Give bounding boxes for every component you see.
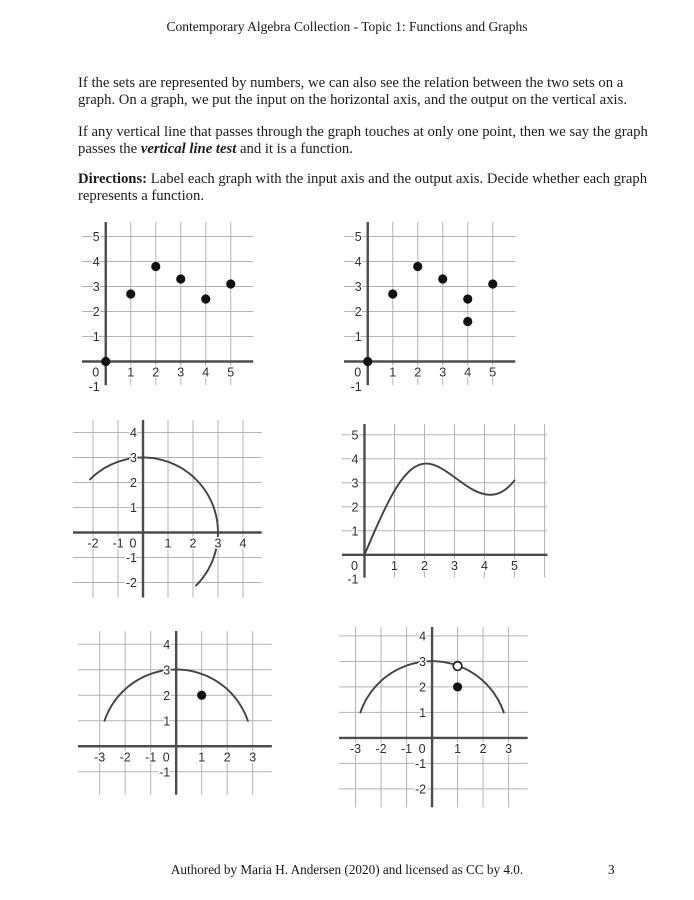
graph-4-wavy-curve-canvas bbox=[342, 424, 548, 587]
x-tick-label: 0 bbox=[129, 536, 137, 551]
data-point bbox=[126, 289, 135, 298]
data-point bbox=[388, 289, 397, 298]
text-segment: passes the bbox=[78, 141, 141, 157]
graph-1-scatter-canvas bbox=[82, 222, 253, 394]
data-point bbox=[226, 279, 235, 288]
directions-label: Directions: bbox=[78, 171, 148, 187]
x-tick-label: 3 bbox=[505, 741, 513, 756]
graph-5-semicircle-with-point-canvas bbox=[78, 631, 272, 795]
y-tick-label: 2 bbox=[130, 476, 137, 490]
paragraph-line: If any vertical line that passes through the graph touches at only one point, then we say the graph bbox=[78, 124, 648, 140]
x-tick-label: 0 bbox=[92, 365, 100, 380]
x-tick-label: 1 bbox=[389, 365, 397, 380]
page-number: 3 bbox=[608, 862, 615, 877]
y-tick-label: 2 bbox=[163, 688, 171, 703]
x-tick-label: 3 bbox=[439, 365, 447, 380]
y-tick-label: 4 bbox=[351, 452, 359, 467]
x-tick-label: 5 bbox=[227, 365, 235, 380]
y-tick-label: 5 bbox=[92, 230, 100, 244]
y-tick-label: 2 bbox=[351, 500, 359, 515]
data-point bbox=[438, 274, 447, 283]
y-tick-label: 4 bbox=[130, 426, 137, 440]
x-tick-label: -2 bbox=[375, 741, 387, 756]
y-tick-label: 3 bbox=[419, 654, 427, 669]
y-tick-label: 1 bbox=[354, 330, 362, 344]
paragraph-directions bbox=[78, 171, 653, 205]
paragraph-line bbox=[78, 141, 653, 158]
graph-2-scatter-canvas bbox=[344, 222, 515, 394]
y-tick-label: -2 bbox=[125, 576, 137, 590]
x-tick-label: -1 bbox=[112, 536, 124, 551]
x-tick-label: 4 bbox=[202, 365, 210, 380]
paragraph-vertical-line-test bbox=[78, 124, 653, 158]
y-tick-label: 2 bbox=[354, 305, 362, 319]
paragraph-line bbox=[78, 171, 653, 188]
x-tick-label: 4 bbox=[481, 558, 488, 573]
curve-path bbox=[90, 458, 218, 586]
data-point bbox=[363, 357, 372, 366]
x-tick-label: 2 bbox=[479, 741, 487, 756]
text-segment: Label each graph with the input axis and the output axis. Decide whether each graph bbox=[147, 171, 648, 187]
y-tick-label: 2 bbox=[419, 680, 427, 695]
x-tick-label: 5 bbox=[489, 365, 497, 380]
data-point bbox=[151, 262, 160, 271]
data-point bbox=[176, 274, 185, 283]
x-tick-label: 0 bbox=[351, 558, 358, 573]
y-tick-label: 3 bbox=[92, 280, 100, 294]
x-tick-label: 3 bbox=[249, 750, 257, 765]
y-tick-label: -1 bbox=[88, 380, 100, 394]
x-tick-label: 1 bbox=[164, 536, 172, 551]
y-tick-label: 1 bbox=[419, 705, 427, 720]
data-point bbox=[463, 294, 472, 303]
y-tick-label: -1 bbox=[414, 756, 427, 771]
x-tick-label: 2 bbox=[421, 558, 428, 573]
y-tick-label: -1 bbox=[125, 551, 137, 565]
y-tick-label: -1 bbox=[347, 572, 359, 587]
y-tick-label: 4 bbox=[354, 255, 362, 269]
x-tick-label: -1 bbox=[145, 750, 157, 765]
y-tick-label: -2 bbox=[414, 782, 427, 797]
graph-6-semicircle-with-hole-canvas bbox=[339, 627, 528, 807]
y-tick-label: 3 bbox=[351, 476, 359, 491]
paragraph-line: If the sets are represented by numbers, we can also see the relation between the two sets on a bbox=[78, 75, 624, 91]
y-tick-label: 3 bbox=[130, 451, 137, 465]
data-point bbox=[101, 357, 110, 366]
x-tick-label: 0 bbox=[418, 741, 426, 756]
x-tick-label: 3 bbox=[451, 558, 458, 573]
graph-3-circle-arc bbox=[73, 420, 262, 598]
data-point bbox=[463, 317, 472, 326]
paragraph-line: graph. On a graph, we put the input on the horizontal axis, and the output on the vertical axis. bbox=[78, 92, 628, 108]
data-point bbox=[413, 262, 422, 271]
y-tick-label: 2 bbox=[92, 305, 100, 319]
graph-3-circle-arc-canvas bbox=[73, 420, 262, 598]
y-tick-label: -1 bbox=[159, 765, 171, 780]
x-tick-label: 2 bbox=[189, 536, 197, 551]
y-tick-label: 4 bbox=[163, 637, 171, 652]
x-tick-label: 1 bbox=[454, 741, 462, 756]
x-tick-label: 1 bbox=[198, 750, 206, 765]
vertical-line-test-emphasis: vertical line test bbox=[140, 141, 237, 157]
graph-5-semicircle-with-point bbox=[78, 631, 272, 795]
x-tick-label: 4 bbox=[464, 365, 472, 380]
x-tick-label: 5 bbox=[511, 558, 518, 573]
y-tick-label: 4 bbox=[92, 255, 100, 269]
y-tick-label: 1 bbox=[351, 524, 359, 539]
graph-1-scatter bbox=[82, 222, 253, 394]
page-title: Contemporary Algebra Collection - Topic 1: Functions and Graphs bbox=[166, 19, 528, 34]
graph-6-semicircle-with-hole bbox=[339, 627, 528, 807]
graph-4-wavy-curve bbox=[342, 424, 548, 587]
x-tick-label: -3 bbox=[94, 750, 106, 765]
data-point bbox=[453, 682, 462, 691]
graph-2-scatter bbox=[344, 222, 515, 394]
y-tick-label: 3 bbox=[163, 663, 171, 678]
y-tick-label: 1 bbox=[92, 330, 100, 344]
x-tick-label: 3 bbox=[214, 536, 222, 551]
x-tick-label: 0 bbox=[354, 365, 362, 380]
y-tick-label: 5 bbox=[351, 428, 359, 443]
x-tick-label: 2 bbox=[223, 750, 231, 765]
data-point bbox=[488, 279, 497, 288]
x-tick-label: 2 bbox=[414, 365, 422, 380]
x-tick-label: 1 bbox=[127, 365, 135, 380]
x-tick-label: -3 bbox=[350, 741, 362, 756]
x-tick-label: 1 bbox=[391, 558, 398, 573]
y-tick-label: 4 bbox=[419, 629, 427, 644]
data-point bbox=[197, 691, 206, 700]
y-tick-label: 1 bbox=[130, 501, 137, 515]
x-tick-label: 4 bbox=[239, 536, 247, 551]
x-tick-label: -2 bbox=[119, 750, 131, 765]
paragraph-relation-on-graph bbox=[78, 75, 653, 109]
y-tick-label: 1 bbox=[163, 714, 171, 729]
paragraph-line: represents a function. bbox=[78, 188, 205, 204]
x-tick-label: 0 bbox=[162, 750, 170, 765]
data-point bbox=[201, 294, 210, 303]
open-point bbox=[453, 662, 462, 671]
y-tick-label: 5 bbox=[354, 230, 362, 244]
curve-path bbox=[365, 464, 515, 555]
text-segment: and it is a function. bbox=[236, 141, 353, 157]
x-tick-label: -1 bbox=[401, 741, 413, 756]
x-tick-label: 3 bbox=[177, 365, 185, 380]
y-tick-label: 3 bbox=[354, 280, 362, 294]
y-tick-label: -1 bbox=[350, 380, 362, 394]
footer-credit: Authored by Maria H. Andersen (2020) and licensed as CC by 4.0. bbox=[170, 862, 524, 877]
x-tick-label: -2 bbox=[87, 536, 99, 551]
x-tick-label: 2 bbox=[152, 365, 160, 380]
